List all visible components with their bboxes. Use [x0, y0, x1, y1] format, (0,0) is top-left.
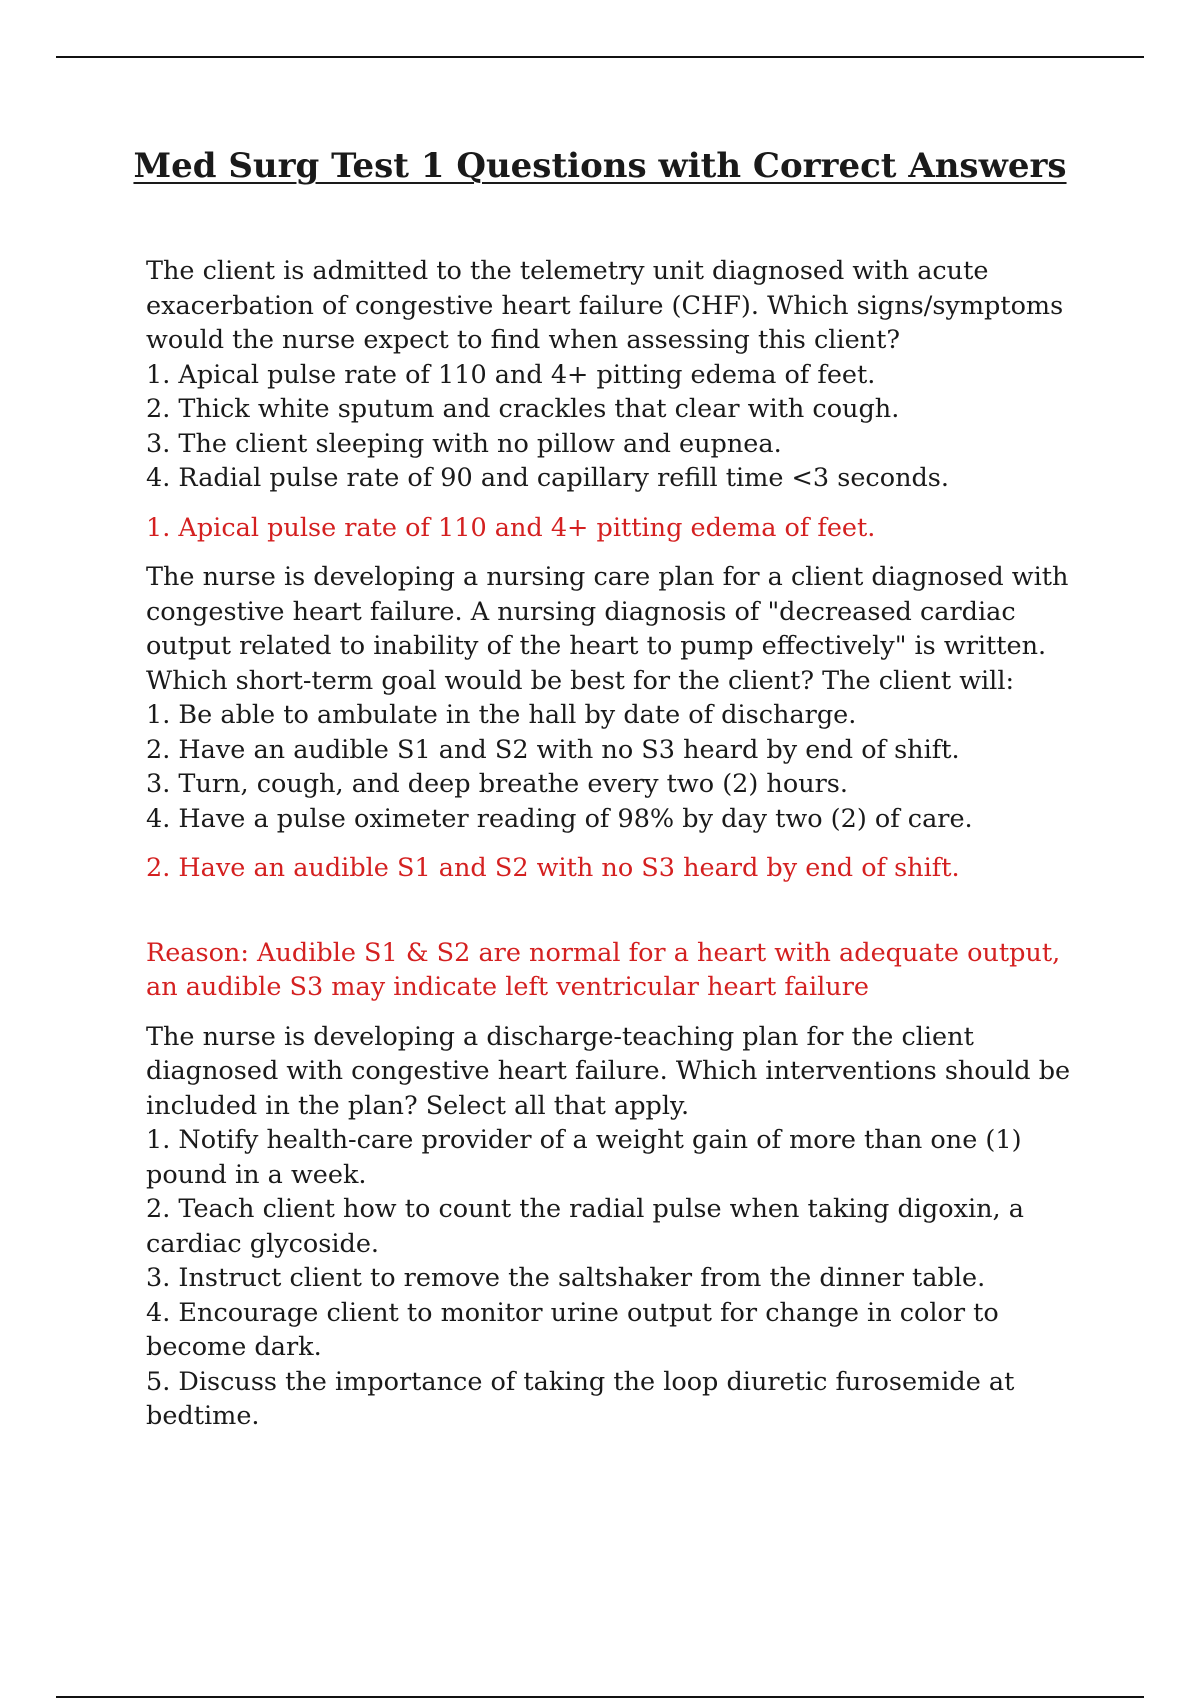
option-list [146, 1123, 1096, 1434]
option-item: 1. Apical pulse rate of 110 and 4+ pitting edema of feet. [146, 359, 876, 390]
spacer [146, 901, 1096, 936]
correct-answer: 2. Have an audible S1 and S2 with no S3 heard by end of shift. [146, 853, 960, 883]
option-item: 2. Teach client how to count the radial pulse when taking digoxin, a cardiac glycoside. [146, 1194, 1024, 1259]
question-stem: The nurse is developing a nursing care plan for a client diagnosed with congestive heart failure. A nursing diagnosis of "decreased cardiac output related to inability of the heart to pump effectively" is written. Which short-term goal would be best for the client? The client will: [146, 562, 1069, 696]
question-1 [146, 254, 1096, 545]
question-2 [146, 560, 1096, 1005]
option-item: 3. Turn, cough, and deep breathe every two (2) hours. [146, 769, 848, 799]
top-rule [56, 56, 1144, 58]
option-item: 2. Thick white sputum and crackles that clear with cough. [146, 394, 900, 424]
option-item: 4. Radial pulse rate of 90 and capillary refill time <3 seconds. [146, 463, 950, 493]
option-item: 4. Encourage client to monitor urine output for change in color to become dark. [146, 1297, 999, 1362]
option-item: 5. Discuss the importance of taking the loop diuretic furosemide at bedtime. [146, 1366, 1015, 1431]
document-title-text: Med Surg Test 1 Questions with Correct Answers [133, 146, 1067, 186]
option-item: 3. Instruct client to remove the saltshaker from the dinner table. [146, 1263, 986, 1293]
document-title [0, 141, 1200, 191]
option-item: 3. The client sleeping with no pillow and eupnea. [146, 428, 782, 459]
question-stem: The client is admitted to the telemetry unit diagnosed with acute exacerbation of congestive heart failure (CHF). Which signs/symptoms would the nurse expect to find when assessing this client? [146, 256, 1064, 355]
bottom-rule [56, 1696, 1144, 1698]
option-item: 2. Have an audible S1 and S2 with no S3 heard by end of shift. [146, 734, 960, 765]
question-stem: The nurse is developing a discharge-teaching plan for the client diagnosed with congestive heart failure. Which interventions should be included in the plan? Select all that apply. [146, 1021, 1071, 1121]
option-item: 1. Be able to ambulate in the hall by date of discharge. [146, 700, 857, 730]
correct-answer: 1. Apical pulse rate of 110 and 4+ pitting edema of feet. [146, 512, 876, 543]
option-item: 4. Have a pulse oximeter reading of 98% by day two (2) of care. [146, 803, 973, 834]
option-item: 1. Notify health-care provider of a weight gain of more than one (1) pound in a week. [146, 1125, 1022, 1190]
question-3 [146, 1020, 1096, 1434]
document-body [146, 254, 1096, 1434]
answer-reason: Reason: Audible S1 & S2 are normal for a heart with adequate output, an audible S3 may indicate left ventricular heart failure [146, 937, 1061, 1002]
option-list [146, 698, 1096, 836]
option-list [146, 358, 1096, 496]
